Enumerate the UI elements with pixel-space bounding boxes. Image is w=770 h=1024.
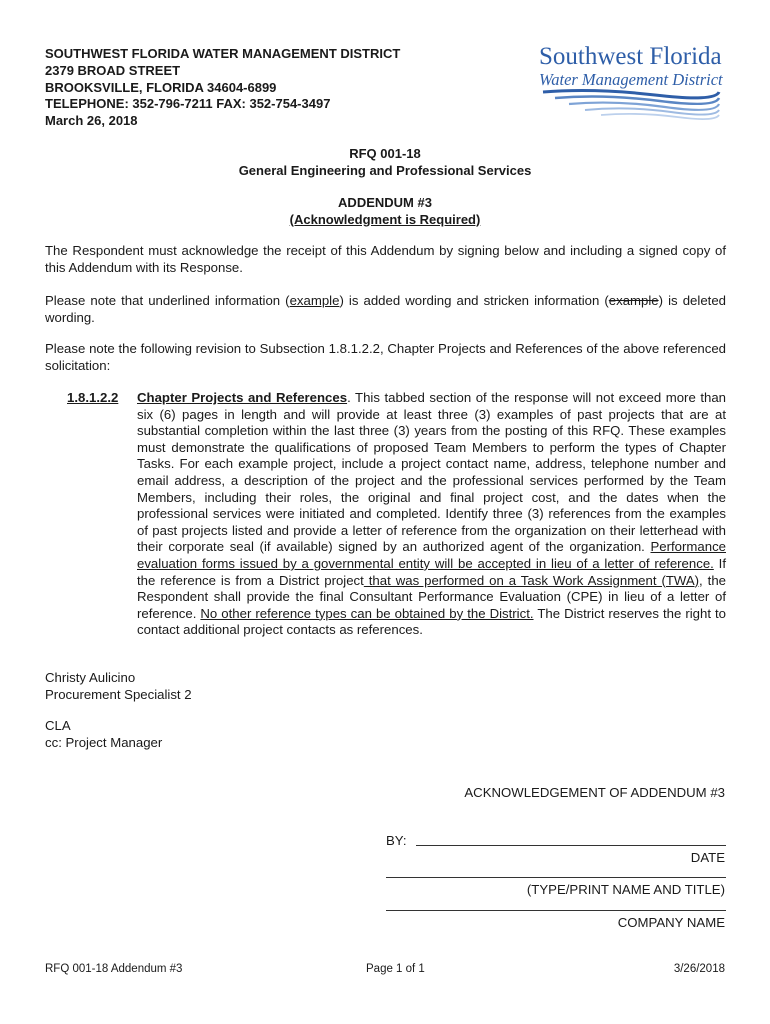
- initials: CLA: [45, 718, 71, 733]
- date-label: DATE: [690, 850, 725, 865]
- added-text-2: that was performed on a Task Work Assignment (TWA): [363, 572, 700, 588]
- letter-date: March 26, 2018: [45, 113, 138, 129]
- by-signature-field[interactable]: [386, 832, 726, 849]
- notation-text-c: ) is deleted wording.: [45, 293, 726, 325]
- revision-paragraph: Please note the following revision to Subsection 1.8.1.2.2, Chapter Projects and References of the above referenced solicitation:: [45, 341, 726, 373]
- rfq-heading: [45, 146, 725, 179]
- subsection-text-2: If the reference is from a District project: [137, 555, 726, 588]
- ack-required: [45, 212, 725, 229]
- by-label: BY:: [386, 833, 407, 848]
- signer-title: Procurement Specialist 2: [45, 687, 192, 702]
- footer-left: RFQ 001-18 Addendum #3: [45, 963, 183, 975]
- notation-text-a: Please note that underlined information (: [45, 293, 290, 308]
- subsection-text-1: . This tabbed section of the response will not exceed more than six (6) pages in length and will provide at least three (3) examples of past projects that are at substantial completion within the last three (3) years from the posting of this RFQ. These examples must demonstrate the qualifications of proposed Team Members to perform the types of Chapter Tasks. For each example project, include a project contact name, address, telephone number and email address, a description of the project and the professional services performed by the Team Members, including their roles, the original and final project cost, and the dates when the professional services were initiated and completed. Identify three (3) references from the examples of past projects listed and provide a letter of reference from the organization on their letterhead with their corporate seal (if available) signed by an authorized agent of the organization.: [137, 390, 726, 555]
- cc-block: [45, 717, 162, 751]
- ack-required-text: (Acknowledgment is Required): [289, 211, 481, 227]
- intro-paragraph: The Respondent must acknowledge the receipt of this Addendum by signing below and including a signed copy of this Addendum with its Response.: [45, 243, 726, 275]
- signer-name: Christy Aulicino: [45, 670, 136, 685]
- signature-block: [45, 669, 192, 703]
- subsection-body: [137, 390, 726, 639]
- added-text-1: Performance evaluation forms issued by a governmental entity will be accepted in lieu of a letter of reference.: [137, 539, 726, 571]
- name-title-line: [386, 877, 726, 878]
- notation-text-b: ) is added wording and stricken information (: [339, 293, 609, 308]
- by-signature-line: [416, 845, 726, 846]
- footer-date: 3/26/2018: [673, 963, 725, 975]
- org-name: SOUTHWEST FLORIDA WATER MANAGEMENT DISTRICT: [45, 46, 401, 61]
- letterhead-address: [45, 46, 400, 130]
- subsection-heading: Chapter Projects and References: [137, 390, 348, 405]
- rfq-number: RFQ 001-18: [349, 146, 421, 161]
- ack-heading: ACKNOWLEDGEMENT OF ADDENDUM #3: [464, 785, 725, 800]
- phone-fax: TELEPHONE: 352-796-7211 FAX: 352-754-3497: [45, 96, 331, 112]
- company-line: [386, 910, 726, 911]
- name-title-label: (TYPE/PRINT NAME AND TITLE): [526, 882, 725, 897]
- footer-page: Page 1 of 1: [366, 963, 425, 975]
- addendum-heading: [45, 195, 725, 228]
- rfq-subject: General Engineering and Professional Services: [238, 162, 532, 178]
- city-address: BROOKSVILLE, FLORIDA 34604-6899: [45, 79, 277, 95]
- company-label: COMPANY NAME: [617, 915, 725, 930]
- cc-line: cc: Project Manager: [45, 735, 163, 750]
- street-address: 2379 BROAD STREET: [45, 62, 181, 78]
- district-logo: [535, 40, 725, 120]
- subsection-text-4: The District reserves the right to contact additional project contacts as references.: [137, 605, 727, 638]
- underline-example: example: [289, 293, 340, 308]
- addendum-number: ADDENDUM #3: [338, 195, 432, 210]
- notation-paragraph: [45, 293, 726, 326]
- logo-line2: Water Management District: [539, 70, 723, 89]
- strike-example: example: [608, 293, 659, 308]
- added-text-3: No other reference types can be obtained by the District.: [200, 605, 534, 621]
- logo-line1: Southwest Florida: [539, 43, 722, 70]
- subsection-number: 1.8.1.2.2: [67, 390, 119, 405]
- subsection-text-3: , the Respondent shall provide the final Consultant Performance Evaluation (CPE) in lieu of a letter of reference.: [137, 572, 726, 621]
